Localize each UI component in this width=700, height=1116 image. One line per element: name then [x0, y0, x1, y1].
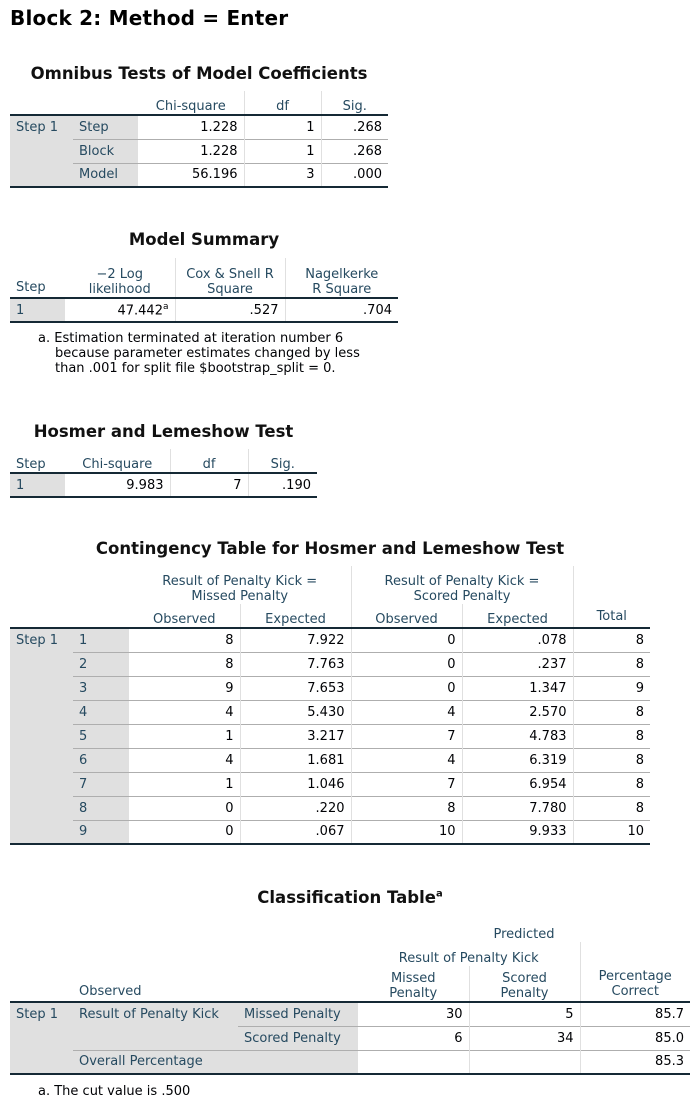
col-header: Expected	[240, 604, 351, 628]
hosmer-table	[10, 449, 317, 498]
cell: 85.0	[580, 1026, 690, 1050]
block-title: Block 2: Method = Enter	[10, 6, 289, 30]
cell: 5.430	[240, 700, 351, 724]
contingency-table	[10, 566, 650, 845]
table-row	[10, 1002, 690, 1026]
cell: .268	[321, 139, 388, 163]
cell: .527	[175, 298, 285, 322]
group-header-scored	[351, 566, 573, 604]
cell: 8	[573, 724, 650, 748]
row-group-label: Step 1	[10, 115, 73, 187]
table-row	[10, 628, 650, 652]
row-var-label: Overall Percentage	[73, 1050, 358, 1074]
header-line: Nagelkerke	[305, 267, 379, 282]
row-label: 3	[73, 676, 129, 700]
cell: .067	[240, 820, 351, 844]
cell: 4	[129, 700, 240, 724]
cell: 0	[351, 652, 462, 676]
cell: .220	[240, 796, 351, 820]
title-text: Classification Table	[257, 888, 436, 907]
table-row	[10, 700, 650, 724]
table-row	[10, 748, 650, 772]
table-row	[10, 772, 650, 796]
cell: 8	[573, 652, 650, 676]
cell: .268	[321, 115, 388, 139]
cell: 8	[351, 796, 462, 820]
cell: 3	[244, 163, 321, 187]
cell: 56.196	[138, 163, 244, 187]
header-line: likelihood	[88, 282, 151, 297]
classification-predicted-row	[10, 918, 690, 942]
cell: .704	[285, 298, 398, 322]
col-header-cox-snell	[175, 258, 285, 298]
group-header-missed	[129, 566, 351, 604]
cell: 1	[129, 724, 240, 748]
cell: 5	[469, 1002, 580, 1026]
observed-header: Observed	[79, 984, 142, 999]
cell: 7.653	[240, 676, 351, 700]
row-var-label	[73, 1026, 238, 1050]
classification-title	[10, 888, 690, 907]
model-summary-title: Model Summary	[128, 230, 280, 249]
col-header: Expected	[462, 604, 573, 628]
cell: 30	[358, 1002, 469, 1026]
cell: 9.983	[65, 473, 170, 497]
cell: 7.780	[462, 796, 573, 820]
header-line: −2 Log	[96, 267, 143, 282]
footnote-line: a. Estimation terminated at iteration number 6	[38, 331, 344, 346]
cell: 7	[351, 772, 462, 796]
header-line: Cox & Snell R	[186, 267, 274, 282]
model-summary-table	[10, 258, 398, 323]
cell: 8	[129, 652, 240, 676]
row-label: Step	[73, 115, 138, 139]
classification-table	[10, 918, 690, 1075]
hosmer-header-row	[10, 449, 317, 473]
header-line: Scored Penalty	[413, 589, 511, 604]
cell: 8	[129, 628, 240, 652]
header-line: Result of Penalty Kick =	[162, 574, 318, 589]
classification-variable-row	[10, 942, 690, 966]
cell	[358, 1050, 469, 1074]
cell: 8	[573, 772, 650, 796]
cell: 1	[244, 139, 321, 163]
cell: 8	[573, 796, 650, 820]
cell: 3.217	[240, 724, 351, 748]
table-row	[10, 652, 650, 676]
cell: .000	[321, 163, 388, 187]
variable-header: Result of Penalty Kick	[398, 951, 539, 966]
row-cat-label: Scored Penalty	[238, 1026, 358, 1050]
omnibus-header-row	[10, 91, 388, 115]
cell: 1	[129, 772, 240, 796]
table-row	[10, 676, 650, 700]
row-label: 8	[73, 796, 129, 820]
row-label: 1	[73, 628, 129, 652]
header-line: R Square	[312, 282, 372, 297]
header-line: Correct	[611, 984, 659, 999]
row-label: 7	[73, 772, 129, 796]
cell: 7	[170, 473, 248, 497]
cell: .190	[248, 473, 317, 497]
col-header: df	[170, 449, 248, 473]
step-label: Step 1	[10, 1002, 73, 1074]
col-header: Observed	[351, 604, 462, 628]
row-var-label: Result of Penalty Kick	[73, 1002, 238, 1026]
table-row	[10, 1026, 690, 1050]
hosmer-title: Hosmer and Lemeshow Test	[33, 422, 294, 441]
cell: 1.681	[240, 748, 351, 772]
col-header: df	[244, 91, 321, 115]
predicted-header: Predicted	[493, 927, 555, 942]
row-label: 6	[73, 748, 129, 772]
cell: 6.319	[462, 748, 573, 772]
cell: 1.228	[138, 115, 244, 139]
row-label: 4	[73, 700, 129, 724]
row-label: Model	[73, 163, 138, 187]
row-label: 1	[10, 473, 65, 497]
row-label: 2	[73, 652, 129, 676]
col-header-log-likelihood	[65, 258, 175, 298]
cell: .237	[462, 652, 573, 676]
col-header-total: Total	[573, 566, 650, 628]
contingency-sub-header-row	[10, 604, 650, 628]
row-label: 9	[73, 820, 129, 844]
col-header-nagelkerke	[285, 258, 398, 298]
cell: 1.046	[240, 772, 351, 796]
col-header-scored	[469, 966, 580, 1002]
cell: 4.783	[462, 724, 573, 748]
table-row	[10, 796, 650, 820]
cell: 9	[573, 676, 650, 700]
col-header: Sig.	[248, 449, 317, 473]
table-row	[10, 115, 388, 139]
footnote-line: than .001 for split file $bootstrap_split = 0.	[55, 361, 336, 376]
cell: 34	[469, 1026, 580, 1050]
cell: 7	[351, 724, 462, 748]
cell: 1.228	[138, 139, 244, 163]
row-label: Block	[73, 139, 138, 163]
cell: 4	[351, 700, 462, 724]
cell: 2.570	[462, 700, 573, 724]
model-summary-header-row	[10, 258, 398, 298]
cell	[65, 298, 175, 322]
classification-footnote: a. The cut value is .500	[38, 1084, 191, 1099]
footnote-line: because parameter estimates changed by less	[55, 346, 360, 361]
cell: 8	[573, 628, 650, 652]
col-header: Sig.	[321, 91, 388, 115]
cell: 10	[351, 820, 462, 844]
cell: 85.3	[580, 1050, 690, 1074]
footnote-marker: a	[435, 888, 443, 900]
header-line: Square	[207, 282, 253, 297]
header-line: Scored	[502, 971, 547, 986]
cell: 1.347	[462, 676, 573, 700]
col-header: Step	[16, 457, 46, 472]
cell: 9	[129, 676, 240, 700]
header-line: Missed Penalty	[191, 589, 289, 604]
cell-value: 47.442	[117, 303, 163, 319]
footnote-marker: a	[162, 301, 169, 312]
cell: 0	[351, 628, 462, 652]
omnibus-table	[10, 91, 388, 188]
omnibus-title: Omnibus Tests of Model Coefficients	[30, 64, 368, 83]
cell: 4	[351, 748, 462, 772]
header-line: Penalty	[500, 986, 549, 1001]
cell: 6	[358, 1026, 469, 1050]
col-header-step: Step	[16, 280, 46, 295]
col-header-missed	[358, 966, 469, 1002]
cell: 0	[129, 796, 240, 820]
col-header: Chi-square	[82, 457, 153, 472]
cell: 7.922	[240, 628, 351, 652]
cell: 8	[573, 748, 650, 772]
col-header: Observed	[152, 612, 216, 627]
cell	[469, 1050, 580, 1074]
cell: 9.933	[462, 820, 573, 844]
cell: 7.763	[240, 652, 351, 676]
cell: 8	[573, 700, 650, 724]
cell: .078	[462, 628, 573, 652]
header-line: Missed	[390, 971, 436, 986]
table-row	[10, 298, 398, 322]
cell: 85.7	[580, 1002, 690, 1026]
table-row	[10, 820, 650, 844]
row-cat-label: Missed Penalty	[238, 1002, 358, 1026]
col-header-percentage	[580, 942, 690, 1002]
table-row	[10, 1050, 690, 1074]
cell: 1	[244, 115, 321, 139]
header-line: Penalty	[389, 986, 438, 1001]
table-row	[10, 724, 650, 748]
contingency-title: Contingency Table for Hosmer and Lemeshow Test	[95, 539, 565, 558]
cell: 0	[129, 820, 240, 844]
row-group-label: Step 1	[10, 628, 73, 844]
cell: 0	[351, 676, 462, 700]
model-summary-footnote	[38, 331, 360, 376]
contingency-group-header-row	[10, 566, 650, 604]
cell: 6.954	[462, 772, 573, 796]
cell: 10	[573, 820, 650, 844]
col-header: Chi-square	[155, 99, 226, 114]
table-row	[10, 473, 317, 497]
cell: 4	[129, 748, 240, 772]
header-line: Result of Penalty Kick =	[384, 574, 540, 589]
row-label: 1	[10, 298, 65, 322]
header-line: Percentage	[598, 969, 672, 984]
row-label: 5	[73, 724, 129, 748]
